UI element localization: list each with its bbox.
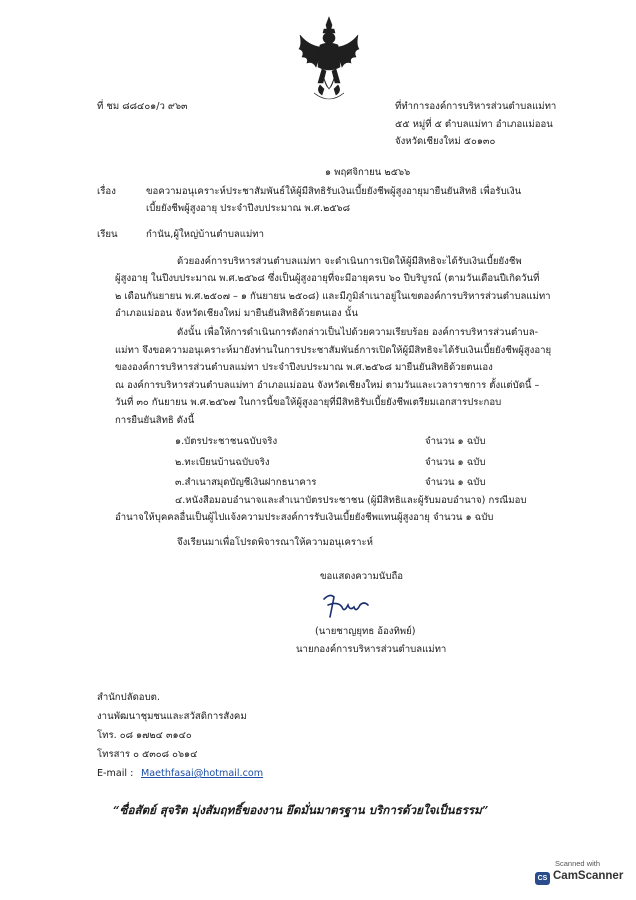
paragraph1-line-3: ๒ เดือนกันยายน พ.ศ.๒๕๐๗ – ๑ กันยายน ๒๕๐๘) และมีภูมิลำเนาอยู่ในเขตองค์การบริหารส่วนตำบลแม่ทา (115, 291, 551, 302)
paragraph1-line-4: อำเภอแม่ออน จังหวัดเชียงใหม่ มายืนยันสิทธิด้วยตนเอง นั้น (115, 308, 358, 319)
document-item-3: ๓.สำเนาสมุดบัญชีเงินฝากธนาคาร (175, 477, 317, 488)
paragraph2-line-4: ณ องค์การบริหารส่วนตำบลแม่ทา อำเภอแม่ออน จังหวัดเชียงใหม่ ตามวันและเวลาราชการ ตั้งแต่บัดนี้ – (115, 380, 540, 391)
handwritten-signature (320, 591, 372, 621)
paragraph2-line-5: วันที่ ๓๐ กันยายน พ.ศ.๒๕๖๗ ในการนี้ขอให้ผู้สูงอายุที่มีสิทธิรับเบี้ยยังชีพเตรียมเอกสารประกอบ (115, 397, 502, 408)
document-qty-2: จำนวน ๑ ฉบับ (425, 457, 486, 468)
scanner-brand: CamScanner (553, 870, 624, 882)
document-item-4-line-1: ๔.หนังสือมอบอำนาจและสำเนาบัตรประชาชน (ผู้มีสิทธิและผู้รับมอบอำนาจ) กรณีมอบ (175, 495, 527, 506)
garuda-emblem-icon (296, 15, 362, 111)
fax-number: โทรสาร ๐ ๕๓๐๘ ๐๖๑๔ (97, 749, 198, 760)
document-number: ที่ ชม ๘๘๔๐๑/ว ๙๖๓ (97, 101, 188, 112)
document-item-4-line-2: อำนาจให้บุคคลอื่นเป็นผู้ไปแจ้งความประสงค์การรับเงินเบี้ยยังชีพแทนผู้สูงอายุ จำนวน ๑ ฉบับ (115, 512, 494, 523)
camscanner-logo-icon: CS (535, 872, 550, 885)
closing-text: จึงเรียนมาเพื่อโปรดพิจารณาให้ความอนุเคราะห์ (177, 537, 373, 548)
paragraph2-line-2: แม่ทา จึงขอความอนุเคราะห์มายังท่านในการประชาสัมพันธ์การเปิดให้ผู้มีสิทธิจะได้รับเงินเบี้ยยังชีพผู้สูงอายุ (115, 345, 552, 356)
signatory-position: นายกองค์การบริหารส่วนตำบลแม่ทา (296, 644, 447, 655)
document-item-2: ๒.ทะเบียนบ้านฉบับจริง (175, 457, 270, 468)
email-label: E-mail : (97, 768, 134, 779)
paragraph2-line-1: ดังนั้น เพื่อให้การดำเนินการดังกล่าวเป็นไปด้วยความเรียบร้อย องค์การบริหารส่วนตำบล- (177, 327, 539, 338)
org-address-line-1: ที่ทำการองค์การบริหารส่วนตำบลแม่ทา (395, 101, 557, 112)
camscanner-badge (533, 857, 624, 887)
document-qty-3: จำนวน ๑ ฉบับ (425, 477, 486, 488)
signatory-name: (นายชาญยุทธ อ้องทิพย์) (315, 626, 416, 637)
paragraph1-line-1: ด้วยองค์การบริหารส่วนตำบลแม่ทา จะดำเนินการเปิดให้ผู้มีสิทธิจะได้รับเงินเบี้ยยังชีพ (177, 256, 522, 267)
recipient-value: กำนัน,ผู้ใหญ่บ้านตำบลแม่ทา (146, 229, 265, 240)
paragraph2-line-6: การยืนยันสิทธิ ดังนี้ (115, 415, 195, 426)
org-address-line-2: ๕๕ หมู่ที่ ๕ ตำบลแม่ทา อำเภอแม่ออน (395, 119, 553, 130)
document-date: ๑ พฤศจิกายน ๒๕๖๖ (325, 167, 411, 178)
document-qty-1: จำนวน ๑ ฉบับ (425, 436, 486, 447)
phone-number: โทร. ๐๘ ๑๗๒๔ ๓๑๔๐ (97, 730, 192, 741)
org-address-line-3: จังหวัดเชียงใหม่ ๕๐๑๓๐ (395, 136, 496, 147)
division-name: งานพัฒนาชุมชนและสวัสดิการสังคม (97, 711, 247, 722)
recipient-label: เรียน (97, 229, 118, 240)
organization-motto: “ซื่อสัตย์ สุจริต มุ่งสัมฤทธิ์ของงาน ยึดมั่นมาตรฐาน บริการด้วยใจเป็นธรรม” (113, 803, 489, 817)
closing-salutation: ขอแสดงความนับถือ (320, 571, 404, 582)
subject-line-2: เบี้ยยังชีพผู้สูงอายุ ประจำปีงบประมาณ พ.ศ.๒๕๖๘ (146, 203, 351, 214)
document-item-1: ๑.บัตรประชาชนฉบับจริง (175, 436, 278, 447)
scanner-caption: Scanned with (555, 859, 601, 868)
paragraph2-line-3: ขององค์การบริหารส่วนตำบลแม่ทา ประจำปีงบประมาณ พ.ศ.๒๕๖๘ มายืนยันสิทธิด้วยตนเอง (115, 362, 493, 373)
subject-line-1: ขอความอนุเคราะห์ประชาสัมพันธ์ให้ผู้มีสิทธิรับเงินเบี้ยยังชีพผู้สูงอายุมายืนยันสิทธิ เพื่อรับเงิน (146, 186, 522, 197)
subject-label: เรื่อง (97, 186, 116, 197)
email-link[interactable]: Maethfasai@hotmail.com (141, 768, 264, 779)
office-name: สำนักปลัดอบต. (97, 692, 160, 703)
paragraph1-line-2: ผู้สูงอายุ ในปีงบประมาณ พ.ศ.๒๕๖๘ ซึ่งเป็นผู้สูงอายุที่จะมีอายุครบ ๖๐ ปีบริบูรณ์ (ตามวันเดือนปีเกิดวันที่ (115, 273, 540, 284)
